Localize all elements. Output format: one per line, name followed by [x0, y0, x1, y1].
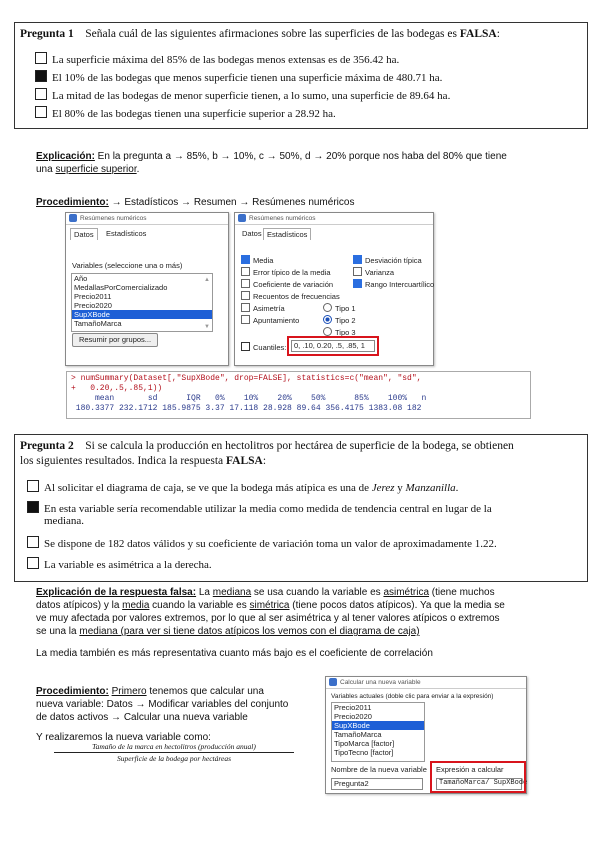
stat-label: Coeficiente de variación: [253, 280, 334, 289]
underlined-text: Primero: [111, 686, 147, 697]
variable-item-selected[interactable]: SupXBode: [72, 310, 212, 319]
summarize-by-groups-button[interactable]: Resumir por grupos...: [72, 333, 158, 347]
checkbox[interactable]: [353, 267, 362, 276]
underlined-text: mediana: [212, 587, 252, 598]
q1-option-c-text: La mitad de las bodegas de menor superficie tienen, a lo sumo, una superficie de 89.64 ha.: [52, 90, 451, 102]
scroll-up-icon[interactable]: ▲: [204, 277, 210, 283]
radio-tipo-1[interactable]: [323, 303, 356, 313]
explanation-1-label: Explicación:: [36, 151, 95, 162]
question-2-box: [14, 434, 588, 582]
q1-option-c-checkbox[interactable]: [35, 88, 47, 100]
stat-varianza[interactable]: [353, 267, 394, 277]
q1-option-b[interactable]: [35, 70, 442, 84]
q1-option-d-text: El 80% de las bodegas tienen una superficie superior a 28.92 ha.: [52, 108, 336, 120]
expression-label: Expresión a calcular: [436, 765, 504, 774]
highlight-box: [287, 336, 379, 356]
formula-fraction: [54, 742, 294, 763]
checkbox[interactable]: [241, 303, 250, 312]
q1-option-d-checkbox[interactable]: [35, 106, 47, 118]
q2-option-b-text: En esta variable sería recomendable utilizar la media como medida de tendencia central en lugar de la: [44, 503, 492, 515]
stat-label: Recuentos de frecuencias: [253, 292, 340, 301]
dialog-1-title: Resúmenes numéricos: [80, 215, 147, 222]
checkbox-checked[interactable]: [241, 255, 250, 264]
dialog-2-tabs: [235, 225, 433, 239]
question-2-text-1: Si se calcula la producción en hectolitros por hectárea de superficie de la bodega, se obtienen: [85, 440, 514, 452]
console-header-line: mean sd IQR 0% 10% 20% 50% 85% 100% n: [71, 394, 427, 403]
radio-selected[interactable]: [323, 315, 332, 324]
q1-option-d[interactable]: [35, 106, 336, 120]
stat-rango-iq[interactable]: [353, 279, 434, 289]
cuantiles-label: Cuantiles:: [253, 343, 287, 352]
current-variables-label: Variables actuales (doble clic para enviar a la expresión): [331, 693, 494, 700]
dialog-1-titlebar: [66, 213, 228, 225]
radio-label: Tipo 1: [335, 304, 356, 313]
q2-option-b-text-2: mediana.: [44, 515, 85, 527]
stat-label: Asimetría: [253, 304, 285, 313]
explanation-1-end: .: [136, 164, 140, 175]
tab-estadisticos[interactable]: Estadísticos: [106, 229, 147, 238]
explanation-2: [36, 586, 586, 660]
stat-apuntamiento[interactable]: [241, 315, 299, 325]
q2-option-c-text: Se dispone de 182 datos válidos y su coeficiente de variación toma un valor de aproximadamente 1.22.: [44, 538, 497, 550]
checkbox-checked[interactable]: [353, 279, 362, 288]
text: tenemos que calcular una: [146, 686, 264, 697]
question-2-bold: FALSA: [226, 455, 263, 467]
variable-item[interactable]: Año: [74, 274, 88, 283]
r-logo-icon: [238, 214, 246, 222]
question-1-bold: FALSA: [459, 28, 497, 40]
stat-media[interactable]: [241, 255, 273, 265]
new-variable-name-input[interactable]: Pregunta2: [331, 778, 423, 790]
checkbox[interactable]: [241, 267, 250, 276]
radio-label: Tipo 3: [335, 328, 356, 337]
explanation-1-text-b: una: [36, 164, 56, 175]
q1-option-a-checkbox[interactable]: [35, 52, 47, 64]
radio[interactable]: [323, 303, 332, 312]
question-2-label: Pregunta 2: [20, 440, 74, 452]
q1-option-b-text: El 10% de las bodegas que menos superficie tienen una superficie máxima de 480.71 ha.: [52, 72, 443, 84]
q2-option-a-italic-1: Jerez: [371, 482, 395, 494]
formula-denominator: Superficie de la bodega por hectáreas: [116, 754, 232, 763]
formula-numerator: Tamaño de la marca en hectolitros (producción anual): [54, 742, 294, 753]
q2-option-a-checkbox[interactable]: [27, 480, 39, 492]
variable-item[interactable]: TamañoMarca: [334, 730, 382, 739]
r-logo-icon: [69, 214, 77, 222]
question-1-box: [14, 22, 588, 129]
cuantiles-row[interactable]: [241, 342, 286, 352]
q2-option-c-checkbox[interactable]: [27, 536, 39, 548]
question-1-label: Pregunta 1: [20, 28, 74, 40]
text: (tiene pocos datos atípicos). Ya que la media se: [289, 600, 505, 611]
procedure-1: [36, 196, 354, 209]
explanation-1-text-a: En la pregunta a → 85%, b → 10%, c → 50%, d → 20% porque nos haba del 80% que tiene: [94, 151, 507, 162]
dialog-2-titlebar: [235, 213, 433, 225]
console-continuation-line: + 0.20,.5,.85,1)): [71, 384, 163, 393]
checkbox-checked[interactable]: [353, 255, 362, 264]
procedure-1-text: → Estadísticos → Resumen → Resúmenes numéricos: [108, 197, 355, 208]
question-1-end: :: [496, 28, 500, 40]
stat-label: Varianza: [365, 268, 395, 277]
variable-item[interactable]: Precio2020: [74, 301, 112, 310]
underlined-text: simétrica: [249, 600, 290, 611]
text: La: [196, 587, 213, 598]
question-1-text: Señala cuál de las siguientes afirmaciones sobre las superficies de las bodegas es: [85, 28, 457, 40]
dialog-3-titlebar: [326, 677, 526, 689]
cuantiles-input[interactable]: 0, .10, 0.20, .5, .85, 1: [291, 340, 375, 352]
stat-coef-variacion[interactable]: [241, 279, 333, 289]
q2-option-a-italic-2: Manzanilla: [405, 482, 456, 494]
stat-error-tipico[interactable]: [241, 267, 331, 277]
numeric-summary-dialog-data: [65, 212, 229, 366]
explanation-2-label: Explicación de la respuesta falsa:: [36, 587, 197, 598]
variable-item[interactable]: Precio2011: [334, 703, 372, 712]
stat-label: Apuntamiento: [253, 316, 300, 325]
dialog-3-title: Calcular una nueva variable: [340, 679, 421, 686]
new-variable-name-label: Nombre de la nueva variable: [331, 765, 427, 774]
text: se una la: [36, 626, 80, 637]
underlined-text: media: [122, 600, 150, 611]
q2-option-b-checkbox[interactable]: [27, 501, 39, 513]
stat-label: Desviación típica: [365, 256, 422, 265]
radio[interactable]: [323, 327, 332, 336]
question-2-prompt-line-1: [20, 439, 585, 454]
procedure-1-label: Procedimiento:: [36, 197, 109, 208]
q2-option-c[interactable]: [27, 536, 497, 550]
numeric-summary-dialog-stats: [234, 212, 434, 366]
question-2-end: :: [262, 455, 267, 467]
text: ve muy afectada por valores extremos, por lo que al ser asimétrica y al tener valores atípicos o extremos: [36, 613, 500, 624]
q2-option-b[interactable]: [27, 501, 492, 515]
radio-label: Tipo 2: [335, 316, 356, 325]
r-logo-icon: [329, 678, 337, 686]
text: cuando la variable es: [149, 600, 250, 611]
stat-asimetria[interactable]: [241, 303, 285, 313]
console-values-line: 180.3377 232.1712 185.9875 3.37 17.118 28.928 89.64 356.4175 1383.08 182: [71, 404, 422, 413]
variables-label: Variables (seleccione una o más): [72, 261, 183, 270]
text: Y realizaremos la nueva variable como:: [36, 732, 211, 743]
q2-option-d-text: La variable es asimétrica a la derecha.: [44, 559, 212, 571]
question-2-prompt-line-2: [20, 454, 266, 469]
text: de datos activos → Calcular una nueva variable: [36, 712, 248, 723]
dialog-2-title: Resúmenes numéricos: [249, 215, 316, 222]
question-1-prompt: [20, 27, 585, 42]
q2-option-d-checkbox[interactable]: [27, 557, 39, 569]
underlined-text: mediana (para ver si tiene datos atípicos los vemos con el diagrama de caja): [79, 626, 420, 637]
current-variables-listbox[interactable]: [331, 702, 425, 762]
console-command-line: > numSummary(Dataset[,"SupXBode", drop=FALSE], statistics=c("mean", "sd",: [71, 374, 422, 383]
q2-option-a-mid: y: [394, 482, 406, 494]
variable-item[interactable]: TipoTecno [factor]: [334, 748, 394, 757]
variable-item[interactable]: Precio2020: [334, 712, 372, 721]
q1-option-a-text: La superficie máxima del 85% de las bodegas menos extensas es de 356.42 ha.: [52, 54, 400, 66]
explanation-1-underlined: superficie superior: [55, 164, 137, 175]
procedure-2-label: Procedimiento:: [36, 686, 109, 697]
scroll-down-icon[interactable]: ▼: [204, 324, 210, 330]
underlined-text: asimétrica: [383, 587, 430, 598]
explanation-2-note: La media también es más representativa cuanto más bajo es el coeficiente de correlación: [36, 648, 433, 659]
variable-item[interactable]: TamañoMarca: [74, 319, 122, 328]
q2-option-a-text: Al solicitar el diagrama de caja, se ve que la bodega más atípica es una de: [44, 482, 369, 494]
stat-recuentos[interactable]: [241, 291, 340, 301]
variable-item[interactable]: TipoMarca [factor]: [334, 739, 395, 748]
checkbox[interactable]: [241, 315, 250, 324]
q2-option-d[interactable]: [27, 557, 212, 571]
checkbox[interactable]: [241, 291, 250, 300]
stat-desviacion[interactable]: [353, 255, 422, 265]
tab-datos[interactable]: Datos: [70, 228, 98, 240]
tab-estadisticos[interactable]: Estadísticos: [263, 228, 311, 240]
stat-label: Media: [253, 256, 274, 265]
variable-item[interactable]: Precio2011: [74, 292, 112, 301]
procedure-2: [36, 685, 316, 744]
variable-item-selected[interactable]: SupXBode: [332, 721, 424, 730]
text: datos atípicos) y la: [36, 600, 123, 611]
variables-listbox[interactable]: [71, 273, 213, 332]
text: (tiene muchos: [429, 587, 495, 598]
r-console-output-1: [66, 371, 531, 419]
explanation-1: [36, 150, 581, 176]
variable-item[interactable]: MedallasPorComercializado: [74, 283, 168, 292]
compute-new-variable-dialog: [325, 676, 527, 794]
q1-option-c[interactable]: [35, 88, 450, 102]
checkbox-checked[interactable]: [241, 342, 250, 351]
expression-input[interactable]: TamañoMarca/ SupXBode: [436, 778, 522, 790]
text: nueva variable: Datos → Modificar variables del conjunto: [36, 699, 289, 710]
text: se usa cuando la variable es: [251, 587, 384, 598]
highlight-box: [430, 761, 526, 793]
dialog-1-tabs: [66, 225, 228, 239]
stat-label: Error típico de la media: [253, 268, 331, 277]
radio-tipo-2[interactable]: [323, 315, 356, 325]
q2-option-a-end: .: [455, 482, 459, 494]
tab-datos[interactable]: Datos: [242, 229, 262, 238]
q1-option-a[interactable]: [35, 52, 399, 66]
checkbox[interactable]: [241, 279, 250, 288]
q2-option-a[interactable]: [27, 480, 458, 494]
question-2-text-2: los siguientes resultados. Indica la respuesta: [20, 455, 224, 467]
q1-option-b-checkbox[interactable]: [35, 70, 47, 82]
stat-label: Rango Intercuartílico: [365, 280, 435, 289]
